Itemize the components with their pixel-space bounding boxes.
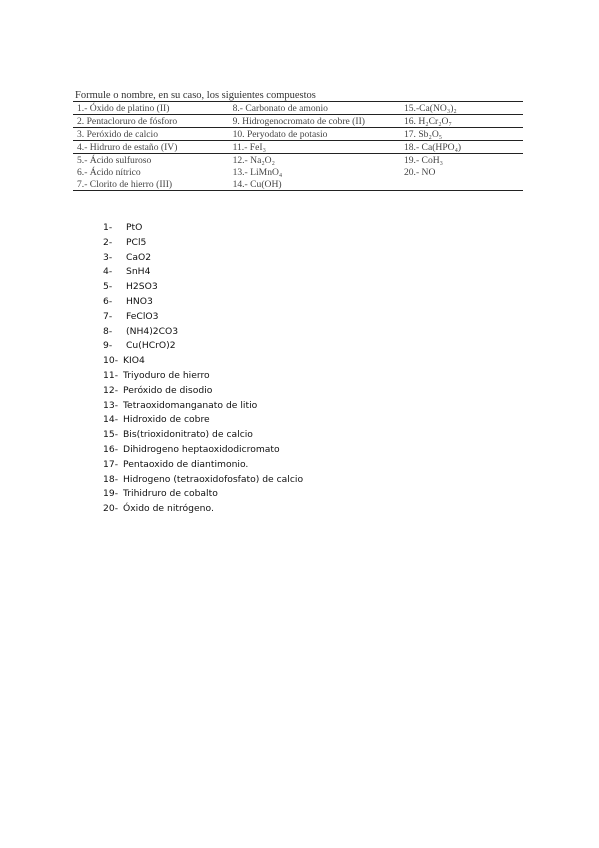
table-row [73, 141, 523, 154]
table-cell: 10. Peryodato de potasio [229, 128, 400, 141]
answer-item [103, 502, 303, 517]
table-row [73, 128, 523, 141]
table-cell: 13.- LiMnO₄ [232, 166, 283, 178]
answer-item [103, 428, 303, 443]
table-cell: 11.- FeI₃ [229, 141, 400, 154]
answer-item [103, 325, 303, 340]
table-row [73, 102, 523, 115]
compounds-table [73, 101, 523, 191]
answer-item [103, 369, 303, 384]
answer-number: 12- [103, 384, 119, 396]
table-cell: 16. H₂Cr₂O₇ [400, 115, 523, 128]
answer-number: 11- [103, 369, 119, 381]
table-cell: 20.- NO [403, 166, 436, 178]
answer-text: H2SO3 [126, 281, 158, 293]
answer-text: CaO2 [126, 251, 152, 263]
answer-item [103, 443, 303, 458]
table-row [73, 178, 523, 191]
answer-text: KIO4 [123, 355, 145, 367]
table-cell: 1.- Óxido de platino (II) [73, 102, 229, 115]
answer-number: 18- [103, 473, 119, 485]
table-cell: 5.- Ácido sulfuroso [77, 154, 152, 166]
answer-text: Cu(HCrO)2 [126, 340, 176, 352]
answer-text: Dihidrogeno heptaoxidodicromato [123, 443, 280, 455]
table-cell: 8.- Carbonato de amonio [229, 102, 400, 115]
answer-item [103, 339, 303, 354]
answer-text: Tetraoxidomanganato de litio [123, 399, 258, 411]
answer-text: Triyoduro de hierro [123, 369, 210, 381]
table-cell: 14.- Cu(OH) [232, 178, 282, 190]
answer-text: Óxido de nitrógeno. [123, 503, 214, 515]
answer-number: 3- [103, 251, 113, 263]
answer-item [103, 221, 303, 236]
answer-number: 8- [103, 325, 113, 337]
table-cell: 15.-Ca(NO₃)₂ [400, 102, 523, 115]
answer-text: SnH4 [126, 266, 151, 278]
answer-text: PCl5 [126, 236, 147, 248]
answer-number: 10- [103, 355, 119, 367]
answers-list [103, 221, 303, 517]
table-cell: 3. Peróxido de calcio [73, 128, 229, 141]
table-cell: 19.- CoH₃ [403, 154, 444, 166]
answer-text: Bis(trioxidonitrato) de calcio [123, 429, 253, 441]
answer-text: Hidroxido de cobre [123, 414, 210, 426]
answer-item [103, 354, 303, 369]
answer-item [103, 458, 303, 473]
answer-item [103, 251, 303, 266]
answer-number: 5- [103, 281, 113, 293]
table-row [73, 154, 523, 167]
answer-item [103, 384, 303, 399]
answer-item [103, 473, 303, 488]
answer-item [103, 487, 303, 502]
table-cell: 9. Hidrogenocromato de cobre (II) [229, 115, 400, 128]
answer-item [103, 295, 303, 310]
answer-text: (NH4)2CO3 [126, 325, 179, 337]
answer-number: 19- [103, 488, 119, 500]
answer-number: 6- [103, 295, 113, 307]
answer-number: 1- [103, 222, 113, 233]
table-cell: 4.- Hidruro de estaño (IV) [73, 141, 229, 154]
answer-text: Hidrogeno (tetraoxidofosfato) de calcio [123, 473, 304, 485]
answer-text: Trihidruro de cobalto [123, 488, 218, 500]
answer-number: 17- [103, 458, 119, 470]
answer-text: HNO3 [126, 295, 153, 307]
answer-number: 16- [103, 443, 119, 455]
answer-text: Pentaoxido de diantimonio. [123, 458, 249, 470]
answer-number: 20- [103, 503, 119, 515]
answer-text: PtO [126, 222, 143, 233]
answer-number: 2- [103, 236, 113, 248]
table-cell: 6.- Ácido nítrico [77, 166, 141, 178]
table-cell [400, 178, 523, 191]
table-cell: 18.- Ca(HPO₄) [400, 141, 523, 154]
answer-item [103, 265, 303, 280]
table-cell: 12.- Na₂O₂ [232, 154, 275, 166]
answer-number: 9- [103, 340, 113, 352]
table-row [73, 166, 523, 178]
answer-text: FeClO3 [126, 310, 159, 322]
answer-number: 14- [103, 414, 119, 426]
answer-item [103, 413, 303, 428]
exercise-heading: Formule o nombre, en su caso, los siguientes compuestos [75, 90, 316, 101]
table-cell: 17. Sb₂O₅ [400, 128, 523, 141]
table-cell: 2. Pentacloruro de fósforo [73, 115, 229, 128]
answer-number: 7- [103, 310, 113, 322]
answer-item [103, 399, 303, 414]
answer-item [103, 280, 303, 295]
table-cell: 7.- Clorito de hierro (III) [77, 178, 173, 190]
answer-text: Peróxido de disodio [123, 384, 213, 396]
answer-number: 13- [103, 399, 119, 411]
answer-item [103, 310, 303, 325]
answer-number: 15- [103, 429, 119, 441]
answer-item [103, 236, 303, 251]
table-row [73, 115, 523, 128]
answer-number: 4- [103, 266, 113, 278]
